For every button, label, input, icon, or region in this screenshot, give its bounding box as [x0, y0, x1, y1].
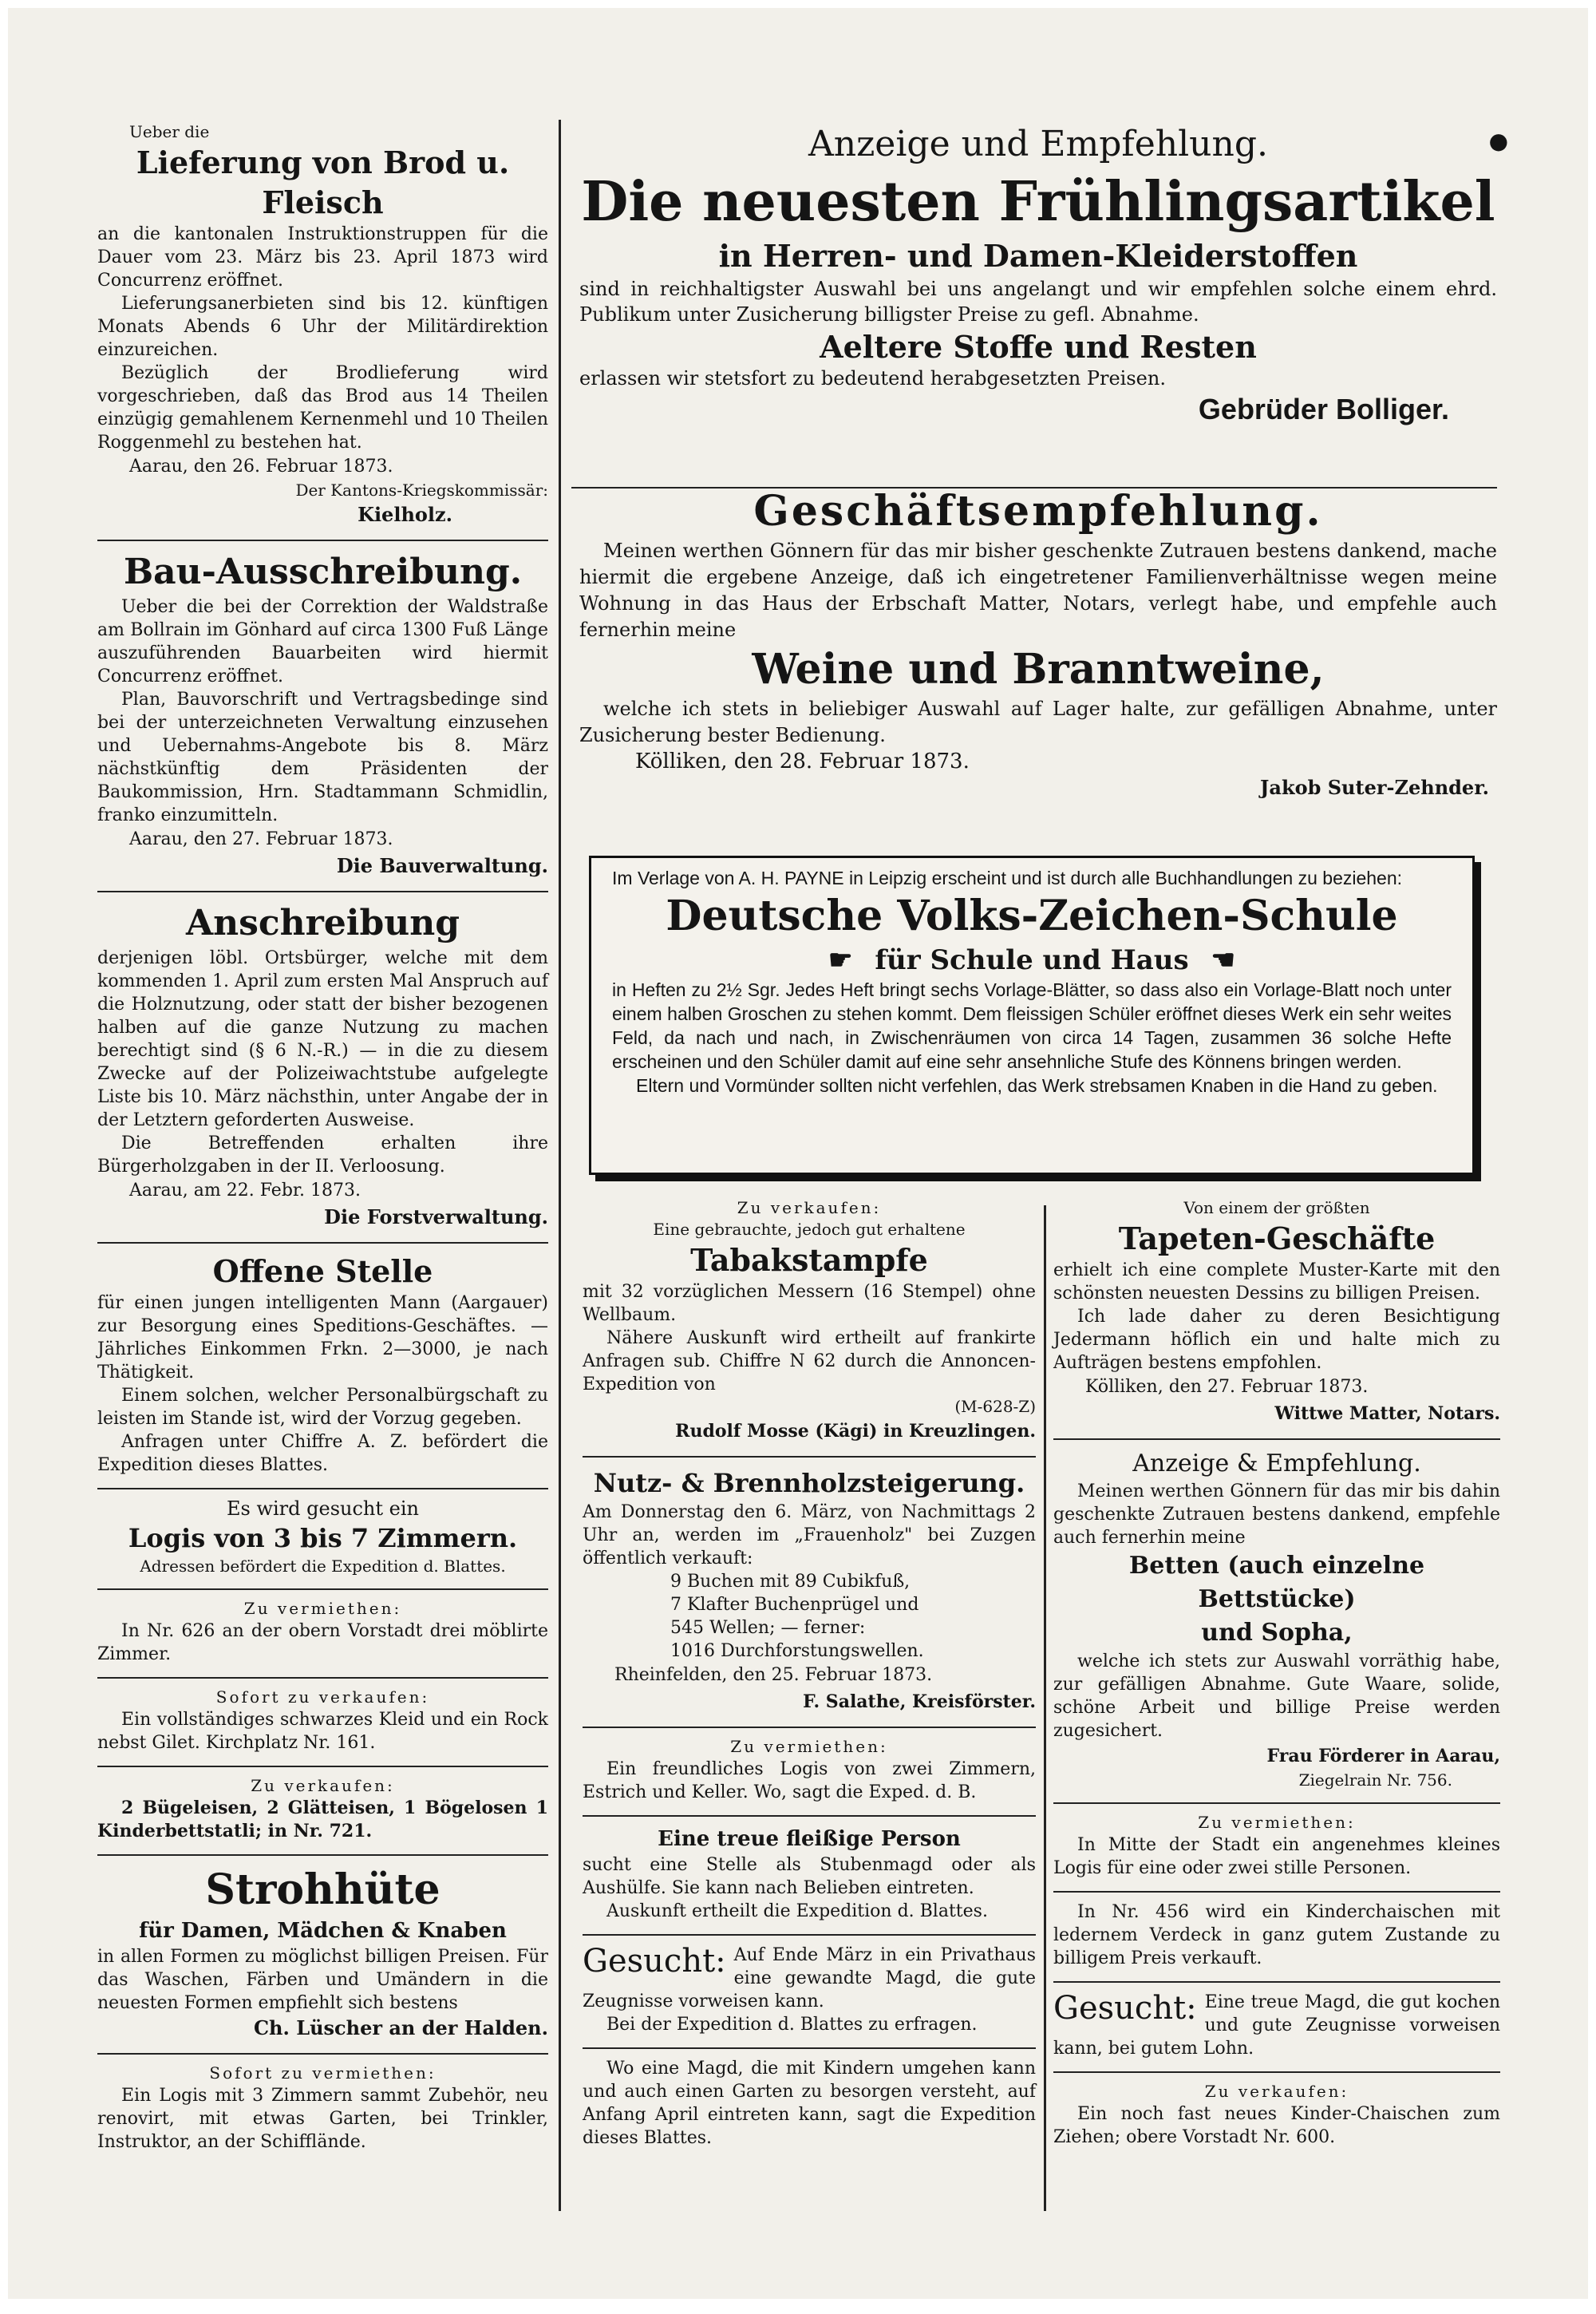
date-line: Kölliken, den 28. Februar 1873.	[635, 750, 970, 773]
ad-head: Anzeige & Empfehlung.	[1132, 1450, 1421, 1477]
paragraph: welche ich stets in beliebiger Auswahl auf Lager halte, zur gefälligen Abnahme, unter Zusicherung bester Bedienung.	[579, 698, 1497, 746]
paragraph: Ueber die bei der Correktion der Waldstraße am Bollrain im Gönhard auf circa 1300 Fuß Länge auszuführenden Bauarbeiten wird hiermit Concurrenz eröffnet.	[97, 597, 548, 686]
bullet-icon: ●	[1488, 128, 1508, 154]
paragraph: Meinen werthen Gönnern für das mir bisher geschenkte Zutrauen bestens dankend, mache hiermit die ergebene Anzeige, daß ich eingetretener Familienverhältnisse wegen meine Wohnung in das Haus der Erbschaft Matter, Notars, verlegt habe, und empfehle auch fernerhin meine	[579, 540, 1497, 641]
separator	[583, 1727, 1036, 1728]
paragraph: Nähere Auskunft wird ertheilt auf frankirte Anfragen sub. Chiffre N 62 durch die Annoncen-Expedition von	[583, 1328, 1036, 1394]
separator	[97, 1766, 548, 1767]
ad-subtitle: für Schule und Haus	[875, 944, 1189, 976]
ad-verkaufen-chaischen	[1053, 2081, 1500, 2149]
paragraph: Meinen werthen Gönnern für das mir bis dahin geschenkte Zutrauen bestens dankend, empfehle auch fernerhin meine	[1053, 1481, 1500, 1548]
ad-foerderer	[1053, 1448, 1500, 1791]
left-column	[97, 121, 548, 2197]
paragraph: Bezüglich der Brodlieferung wird vorgeschrieben, daß das Brod aus 14 Theilen einzügig gemahlenem Kernenmehl und 10 Theilen Roggenmehl zu bestehen hat.	[97, 363, 548, 453]
far-column	[1053, 1197, 1500, 2203]
separator	[97, 540, 548, 541]
note: Adressen befördert die Expedition d. Blattes.	[140, 1557, 506, 1576]
separator	[583, 1934, 1036, 1936]
date-line: Aarau, den 26. Februar 1873.	[129, 457, 393, 477]
date-line: Kölliken, den 27. Februar 1873.	[1085, 1377, 1369, 1397]
ad-title: Bau-Ausschreibung.	[123, 552, 523, 592]
section-head: Zu verkaufen:	[251, 1776, 395, 1795]
section-head: Zu vermiethen:	[730, 1737, 888, 1756]
ad-anschreibung	[97, 900, 548, 1231]
paragraph: In Nr. 456 wird ein Kinderchaischen mit ledernem Verdeck in ganz gutem Zustande zu billigem Preis verkauft.	[1053, 1902, 1500, 1968]
section-head: Zu verkaufen:	[737, 1198, 882, 1217]
ad-magd-kinder	[583, 2057, 1036, 2150]
separator	[97, 1677, 548, 1679]
ad-head: Anzeige und Empfehlung.	[808, 124, 1268, 164]
separator	[97, 1242, 548, 1244]
paragraph: erhielt ich eine complete Muster-Karte mit den schönsten neuesten Dessins zu billigen Preisen.	[1053, 1260, 1500, 1303]
gesucht-word: Gesucht:	[583, 1943, 726, 1980]
ad-bau-ausschreibung	[97, 549, 548, 880]
separator	[1053, 1802, 1500, 1804]
section-head: Zu vermiethen:	[1198, 1813, 1356, 1832]
paragraph: Wo eine Magd, die mit Kindern umgehen kann und auch einen Garten zu besorgen versteht, auf Anfang April eintreten kann, sagt die Expedition dieses Blattes.	[583, 2059, 1036, 2148]
ad-bolliger	[571, 121, 1508, 473]
paragraph: 2 Bügeleisen, 2 Glätteisen, 1 Bögelosen 1 Kinderbettstatli; in Nr. 721.	[97, 1798, 548, 1841]
paragraph: In Mitte der Stadt ein angenehmes kleines Logis für eine oder zwei stille Personen.	[1053, 1835, 1500, 1878]
ad-title-2: Aeltere Stoffe und Resten	[820, 329, 1257, 365]
ad-payne-box	[589, 856, 1475, 1175]
ad-title: Betten (auch einzelne Bettstücke)	[1128, 1552, 1425, 1613]
section-head: Sofort zu vermiethen:	[209, 2063, 437, 2083]
paragraph: Lieferungsanerbieten sind bis 12. künftigen Monats Abends 6 Uhr der Militärdirektion einzureichen.	[97, 294, 548, 360]
intro: Eine gebrauchte, jedoch gut erhaltene	[653, 1220, 966, 1239]
paragraph: Eine treue Magd, die gut kochen und gute Zeugnisse vorweisen kann, bei gutem Lohn.	[1053, 1992, 1500, 2059]
ad-title: Tabakstampfe	[690, 1242, 928, 1278]
intro: Im Verlage von A. H. PAYNE in Leipzig erscheint und ist durch alle Buchhandlungen zu beziehen:	[612, 868, 1403, 888]
paragraph: erlassen wir stetsfort zu bedeutend herabgesetzten Preisen.	[579, 367, 1166, 390]
separator	[583, 1815, 1036, 1817]
paragraph: Am Donnerstag den 6. März, von Nachmittags 2 Uhr an, werden im „Frauenholz" bei Zuzgen öffentlich verkauft:	[583, 1502, 1036, 1568]
paragraph: mit 32 vorzüglichen Messern (16 Stempel) ohne Wellbaum.	[583, 1282, 1036, 1325]
paragraph: Ein freundliches Logis von zwei Zimmern, Estrich und Keller. Wo, sagt die Exped. d. B.	[583, 1759, 1036, 1802]
section-head: Sofort zu verkaufen:	[215, 1687, 430, 1707]
ad-logis-gesucht	[97, 1497, 548, 1577]
ad-tabakstampfe	[583, 1197, 1036, 1445]
paragraph: Ein Logis mit 3 Zimmern sammt Zubehör, neu renovirt, mit etwas Garten, bei Trinkler, Instruktor, an der Schifflände.	[97, 2086, 548, 2152]
paragraph: sucht eine Stelle als Stubenmagd oder als Aushülfe. Sie kann nach Belieben eintreten.	[583, 1855, 1036, 1898]
ad-subtitle-line	[612, 943, 1452, 978]
mid-column	[583, 1197, 1036, 2203]
paragraph: Die Betreffenden erhalten ihre Bürgerholzgaben in der II. Verloosung.	[97, 1133, 548, 1177]
address: Ziegelrain Nr. 756.	[1298, 1770, 1452, 1790]
separator	[583, 2047, 1036, 2049]
ad-title: Strohhüte	[205, 1865, 440, 1914]
paragraph: für einen jungen intelligenten Mann (Aargauer) zur Besorgung eines Speditions-Geschäftes. — Jährliches Einkommen Frkn. 2—3000, je nach Thätigkeit.	[97, 1293, 548, 1382]
ad-title-2: Weine und Branntweine,	[752, 645, 1325, 694]
ad-vermiethen-mitte	[1053, 1812, 1500, 1880]
paragraph: Eltern und Vormünder sollten nicht verfehlen, das Werk strebsamen Knaben in die Hand zu geben.	[636, 1075, 1438, 1096]
signature: Frau Förderer in Aarau,	[1266, 1746, 1500, 1766]
paragraph: Auskunft ertheilt die Expedition d. Blattes.	[606, 1901, 988, 1921]
paragraph: In Nr. 626 an der obern Vorstadt drei möblirte Zimmer.	[97, 1621, 548, 1664]
signature: Die Forstverwaltung.	[324, 1205, 548, 1228]
column-rule-mid	[1044, 1205, 1046, 2211]
ad-vermiethen-zimmer	[97, 1598, 548, 1666]
signature: Gebrüder Bolliger.	[1198, 393, 1449, 425]
ad-subtitle: in Herren- und Damen-Kleiderstoffen	[718, 238, 1358, 274]
pointing-hand-right-icon: ☛	[828, 944, 853, 976]
ad-vermiethen-logis	[97, 2063, 548, 2154]
pointing-hand-left-icon: ☚	[1211, 944, 1235, 976]
ad-tapeten	[1053, 1197, 1500, 1427]
separator	[1053, 2071, 1500, 2073]
date-line: Aarau, am 22. Febr. 1873.	[129, 1181, 361, 1201]
separator	[97, 2053, 548, 2055]
item-list	[583, 1570, 1036, 1663]
section-head: Zu verkaufen:	[1204, 2082, 1349, 2101]
signature: Die Bauverwaltung.	[336, 854, 548, 877]
separator	[1053, 1891, 1500, 1893]
paragraph: in Heften zu 2½ Sgr. Jedes Heft bringt sechs Vorlage-Blätter, so dass also ein Vorlage-Blatt noch unter einem halben Groschen zu stehen kommt. Dem fleissigen Schüler eröffnet dieses Werk ein sehr weites Feld, da nach und nach, in Zwischenräumen von circa 14 Tagen, zusammen 36 solche Hefte erscheinen und den Schüler damit auf eine sehr ansehnliche Stufe des Könnens bringen werden.	[612, 979, 1452, 1072]
ad-kinderchaischen	[1053, 1901, 1500, 1970]
ad-title: Geschäftsempfehlung.	[753, 487, 1323, 536]
ad-offene-stelle	[97, 1252, 548, 1477]
ad-verkaufen-buegeleisen	[97, 1775, 548, 1843]
office-line: Der Kantons-Kriegskommissär:	[295, 481, 548, 500]
separator	[1053, 1438, 1500, 1440]
ad-title: Deutsche Volks-Zeichen-Schule	[666, 892, 1398, 940]
paragraph: Ein vollständiges schwarzes Kleid und ein Rock nebst Gilet. Kirchplatz Nr. 161.	[97, 1710, 548, 1753]
separator	[97, 1854, 548, 1856]
signature: F. Salathe, Kreisförster.	[803, 1691, 1036, 1712]
ad-title: Eine treue fleißige Person	[658, 1827, 961, 1851]
separator	[97, 1588, 548, 1590]
ad-subtitle: für Damen, Mädchen & Knaben	[139, 1919, 507, 1943]
ad-verkaufen-kleid	[97, 1687, 548, 1754]
paragraph: Plan, Bauvorschrift und Vertragsbedinge sind bei der unterzeichneten Verwaltung einzusehen und Uebernahms-Angebote bis 8. März nächstkünftig dem Präsidenten der Baukommission, Hrn. Stadtammann Schmidlin, franko einzumitteln.	[97, 690, 548, 825]
separator	[1053, 1981, 1500, 1983]
paragraph: an die kantonalen Instruktionstruppen für die Dauer vom 23. März bis 23. April 1873 wird Concurrenz eröffnet.	[97, 224, 548, 291]
ad-title-2: und Sopha,	[1201, 1619, 1353, 1647]
newspaper-page	[8, 8, 1588, 2299]
section-head: Zu vermiethen:	[243, 1599, 402, 1618]
reference-code: (M-628-Z)	[954, 1397, 1036, 1416]
signature: Wittwe Matter, Notars.	[1274, 1403, 1500, 1424]
signature: Jakob Suter-Zehnder.	[1260, 776, 1489, 799]
note: Bei der Expedition d. Blattes zu erfragen.	[606, 2015, 978, 2035]
paragraph: in allen Formen zu möglichst billigen Preisen. Für das Waschen, Färben und Umändern in die neuesten Formen empfiehlt sich bestens	[97, 1947, 548, 2013]
list-item: 9 Buchen mit 89 Cubikfuß,	[670, 1572, 911, 1592]
paragraph: derjenigen löbl. Ortsbürger, welche mit dem kommenden 1. April zum ersten Mal Anspruch auf die Holznutzung, oder statt der bisher bezogenen halben auf die ganze Nutzung zu machen berechtigt sind (§ 6 N.-R.) — in die zu diesem Zwecke auf der Polizeiwachtstube aufgelegte Liste bis 10. März nächsthin, unter Angabe der in der Letztern geforderten Ausweise.	[97, 948, 548, 1130]
intro: Es wird gesucht ein	[227, 1497, 419, 1520]
ad-title: Offene Stelle	[212, 1253, 433, 1289]
column-rule-left	[559, 120, 561, 2211]
paragraph: Einem solchen, welcher Personalbürgschaft zu leisten im Stande ist, wird der Vorzug gegeben.	[97, 1386, 548, 1429]
date-line: Aarau, den 27. Februar 1873.	[129, 829, 393, 849]
ad-title: Anschreibung	[185, 903, 460, 943]
signature: Kielholz.	[358, 503, 452, 526]
ad-title: Logis von 3 bis 7 Zimmern.	[128, 1523, 518, 1553]
ad-title: Nutz- & Brennholzsteigerung.	[593, 1468, 1025, 1498]
ad-title: Lieferung von Brod u. Fleisch	[136, 144, 510, 220]
paragraph: Ein noch fast neues Kinder-Chaischen zum Ziehen; obere Vorstadt Nr. 600.	[1053, 2104, 1500, 2147]
ad-title: Die neuesten Frühlingsartikel	[581, 170, 1495, 234]
paragraph: Anfragen unter Chiffre A. Z. befördert die Expedition dieses Blattes.	[97, 1432, 548, 1475]
paragraph: Auf Ende März in ein Privathaus eine gewandte Magd, die gute Zeugnisse vorweisen kann.	[583, 1945, 1036, 2011]
separator	[97, 891, 548, 892]
paragraph: sind in reichhaltigster Auswahl bei uns angelangt und wir empfehlen solche einem ehrd. Publikum unter Zusicherung billigster Preise zu gefl. Abnahme.	[579, 278, 1497, 326]
signature: Ch. Lüscher an der Halden.	[253, 2016, 548, 2039]
ad-gesucht-treue-magd	[1053, 1991, 1500, 2060]
ad-gesucht-magd	[583, 1944, 1036, 2036]
right-top-area	[571, 121, 1508, 840]
list-item: 1016 Durchforstungswellen.	[670, 1641, 924, 1661]
date-line: Rheinfelden, den 25. Februar 1873.	[614, 1665, 933, 1685]
ad-title: Tapeten-Geschäfte	[1118, 1220, 1436, 1256]
separator	[583, 1456, 1036, 1458]
ad-strohhuete	[97, 1864, 548, 2042]
ad-vermiethen-freundlich	[583, 1736, 1036, 1804]
gesucht-word: Gesucht:	[1053, 1990, 1197, 2027]
ad-brod-fleisch	[97, 121, 548, 528]
list-item: 545 Wellen; — ferner:	[670, 1618, 866, 1638]
intro: Von einem der größten	[1183, 1198, 1370, 1217]
signature: Rudolf Mosse (Kägi) in Kreuzlingen.	[675, 1421, 1036, 1442]
ad-suter-zehnder	[571, 485, 1505, 801]
separator	[97, 1488, 548, 1489]
ad-holzsteigerung	[583, 1466, 1036, 1715]
ad-treue-person	[583, 1825, 1036, 1923]
paragraph: Ich lade daher zu deren Besichtigung Jedermann höflich ein und halte mich zu Aufträgen bestens empfohlen.	[1053, 1307, 1500, 1373]
intro: Ueber die	[129, 122, 210, 141]
list-item: 7 Klafter Buchenprügel und	[670, 1595, 919, 1615]
paragraph: welche ich stets zur Auswahl vorräthig habe, zur gefälligen Abnahme. Gute Waare, solide, schöne Arbeit und billige Preise werden zugesichert.	[1053, 1651, 1500, 1741]
